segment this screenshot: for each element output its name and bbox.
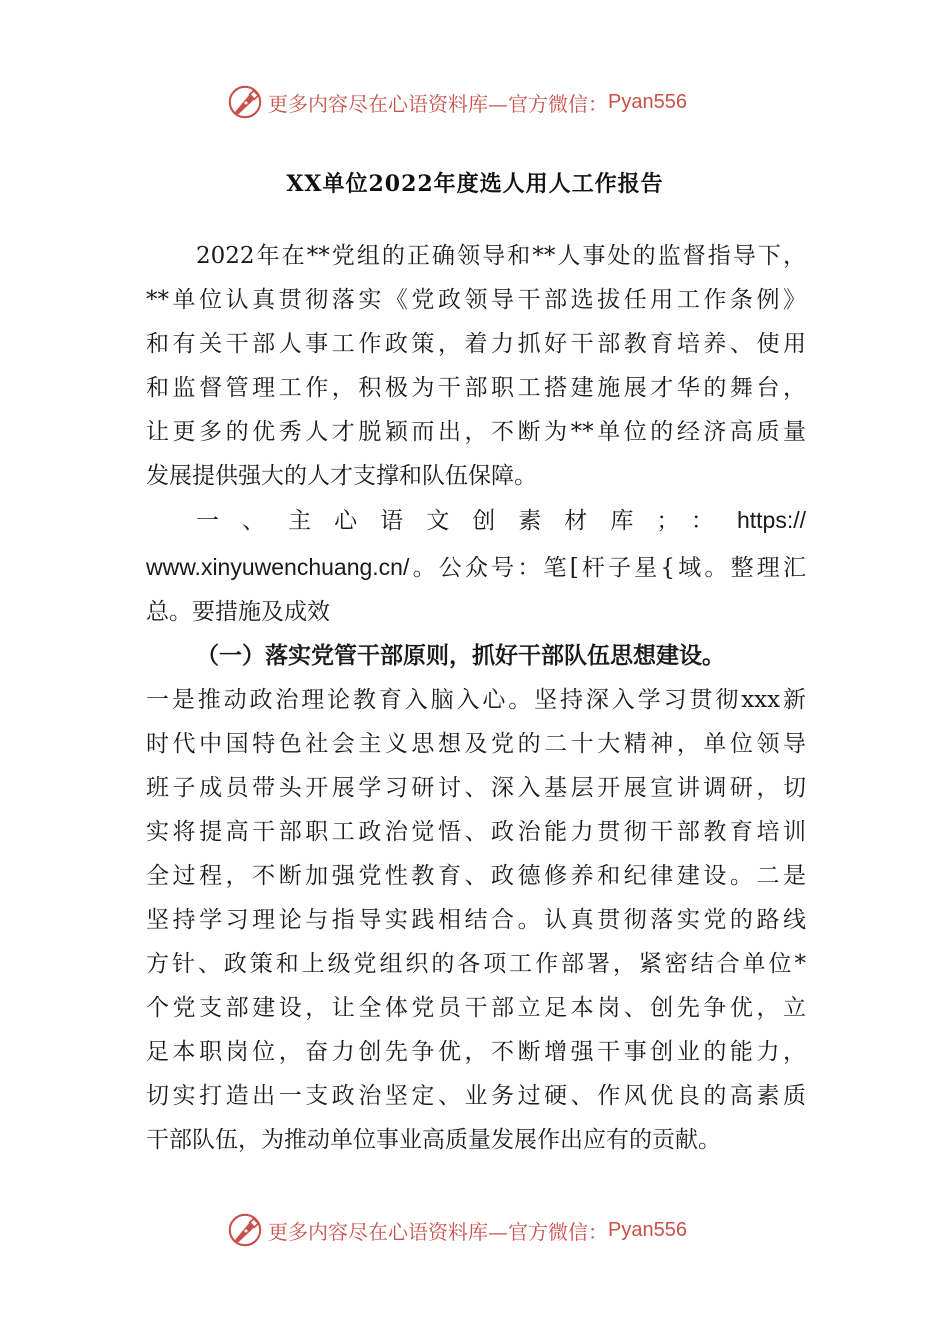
url-part-1: https:// xyxy=(736,507,806,533)
paragraph-3-line-9: 足本职岗位，奋力创先争优，不断增强干事创业的能力， xyxy=(146,1039,806,1065)
paragraph-1-line-1: 2022年在**党组的正确领导和**人事处的监督指导下， xyxy=(196,243,806,269)
paragraph-3-line-1: 一是推动政治理论教育入脑入心。坚持深入学习贯彻xxx新 xyxy=(146,687,806,713)
section-heading-text: 一、主心语文创素材库；： xyxy=(196,508,737,534)
url-link[interactable]: www.xinyuwenchuang.cn/ xyxy=(146,554,410,580)
paragraph-3-line-6: 坚持学习理论与指导实践相结合。认真贯彻落实党的路线 xyxy=(146,907,806,933)
paragraph-3-line-4: 实将提高干部职工政治觉悟、政治能力贯彻干部教育培训 xyxy=(146,819,806,845)
paragraph-3-line-11: 干部队伍，为推动单位事业高质量发展作出应有的贡献。 xyxy=(146,1127,721,1153)
paragraph-2-line-1 xyxy=(146,498,806,542)
pen-nib-logo-icon xyxy=(226,83,264,121)
watermark-banner-top xyxy=(226,82,687,122)
paragraph-1-line-6: 发展提供强大的人才支撑和队伍保障。 xyxy=(146,463,537,489)
paragraph-1-line-4: 和监督管理工作，积极为干部职工搭建施展才华的舞台， xyxy=(146,375,806,401)
paragraph-1-line-5: 让更多的优秀人才脱颖而出，不断为**单位的经济高质量 xyxy=(146,419,806,445)
paragraph-3-line-8: 个党支部建设，让全体党员干部立足本岗、创先争优，立 xyxy=(146,995,806,1021)
banner-wechat-id: Pyan556 xyxy=(608,1218,687,1241)
paragraph-3-line-3: 班子成员带头开展学习研讨、深入基层开展宣讲调研，切 xyxy=(146,775,806,801)
paragraph-1-line-2: **单位认真贯彻落实《党政领导干部选拔任用工作条例》 xyxy=(146,287,806,313)
watermark-banner-bottom xyxy=(226,1210,687,1250)
paragraph-3-line-7: 方针、政策和上级党组织的各项工作部署，紧密结合单位* xyxy=(146,951,806,977)
paragraph-1-line-3: 和有关干部人事工作政策，着力抓好干部教育培养、使用 xyxy=(146,331,806,357)
subsection-heading: （一）落实党管干部原则，抓好干部队伍思想建设。 xyxy=(196,642,725,669)
paragraph-3-line-5: 全过程，不断加强党性教育、政德修养和纪律建设。二是 xyxy=(146,863,806,889)
paragraph-3-line-2: 时代中国特色社会主义思想及党的二十大精神，单位领导 xyxy=(146,731,806,757)
paragraph-2-line-3: 总。要措施及成效 xyxy=(146,599,330,625)
banner-text: 更多内容尽在心语资料库—官方微信： xyxy=(268,91,608,116)
banner-wechat-id: Pyan556 xyxy=(608,90,687,113)
document-title: XX单位2022年度选人用人工作报告 xyxy=(286,171,664,197)
paragraph-2-line-2-text: 。公众号：笔[杆子星{域。整理汇 xyxy=(409,555,806,581)
pen-nib-logo-icon xyxy=(226,1211,264,1249)
paragraph-3-line-10: 切实打造出一支政治坚定、业务过硬、作风优良的高素质 xyxy=(146,1083,806,1109)
banner-text: 更多内容尽在心语资料库—官方微信： xyxy=(268,1219,608,1244)
paragraph-2-line-2 xyxy=(146,545,806,589)
